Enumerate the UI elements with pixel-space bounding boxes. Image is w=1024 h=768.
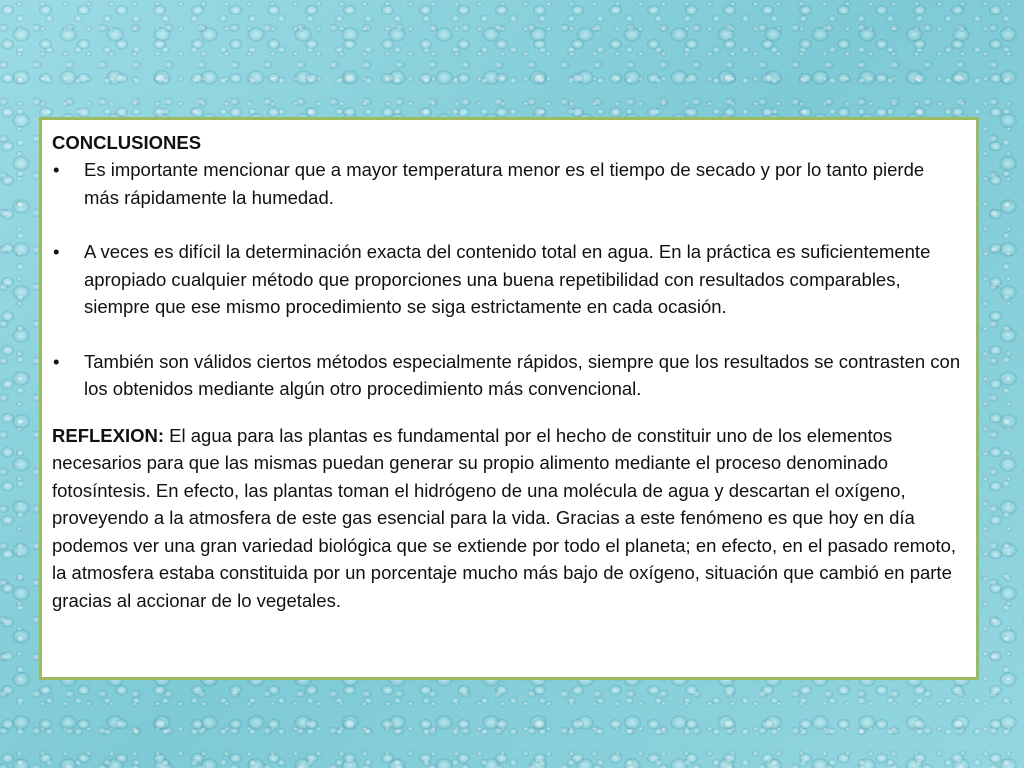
reflexion-text: El agua para las plantas es fundamental por el hecho de constituir uno de los elementos necesarios para que las mismas puedan generar su propio alimento mediante el proceso denominado fotosíntesis. En efecto, las plantas toman el hidrógeno de una molécula de agua y descartan el oxígeno, proveyendo a la atmosfera de este gas esencial para la vida. Gracias a este fenómeno es que hoy en día podemos ver una gran variedad biológica que se extiende por todo el planeta; en efecto, en el pasado remoto, la atmosfera estaba constituida por un porcentaje mucho más bajo de oxígeno, situación que cambió en parte gracias al accionar de lo vegetales.: [52, 424, 957, 611]
reflexion-label: REFLEXION:: [52, 424, 165, 446]
conclusions-list: [52, 156, 964, 403]
reflexion-paragraph: [52, 422, 964, 615]
bullet-text: A veces es difícil la determinación exacta del contenido total en agua. En la práctica es suficientemente apropiado cualquier método que proporciones una buena repetibilidad con resultados comparables, siempre que ese mismo procedimiento se siga estrictamente en cada ocasión.: [84, 241, 931, 317]
bullet-text: También son válidos ciertos métodos especialmente rápidos, siempre que los resultados se contrasten con los obtenidos mediante algún otro procedimiento más convencional.: [84, 350, 961, 399]
list-item: [52, 348, 964, 403]
conclusions-heading: CONCLUSIONES: [52, 132, 202, 153]
bullet-icon: •: [53, 241, 60, 262]
list-item: [52, 156, 964, 211]
bullet-icon: •: [53, 350, 60, 372]
list-item: [52, 238, 964, 321]
bullet-icon: •: [53, 159, 60, 180]
bullet-text: Es importante mencionar que a mayor temperatura menor es el tiempo de secado y por lo tanto pierde más rápidamente la humedad.: [84, 159, 925, 208]
content-box: [39, 117, 979, 680]
